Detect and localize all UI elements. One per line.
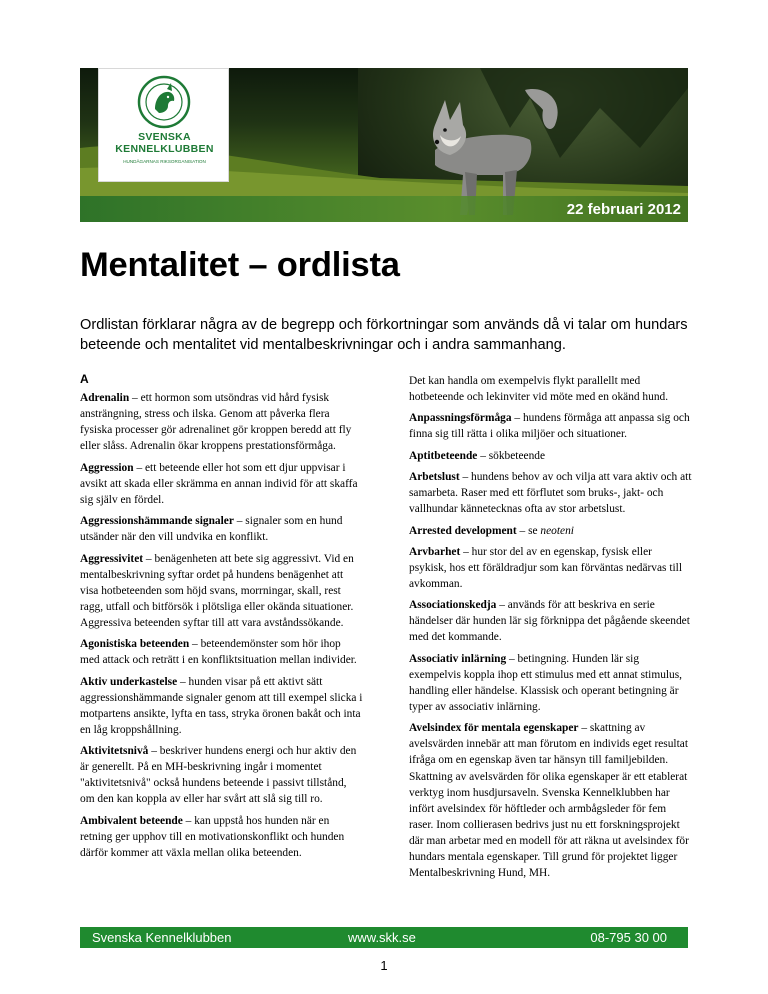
glossary-term: Arbetslust (409, 471, 460, 484)
glossary-entry (80, 513, 363, 545)
footer-website[interactable]: www.skk.se (348, 930, 416, 945)
glossary-definition: – se (516, 524, 541, 537)
glossary-term: Aktiv underkastelse (80, 675, 178, 688)
glossary-term: Aggression (80, 461, 134, 474)
glossary-definition: – hunden visar på ett aktivt sätt aggressionshämmande signaler genom att till exempel slicka i motpartens ansikte, lyfta en tass, stryka öronen bakåt och inta en låg kroppshållning. (80, 675, 363, 736)
header-url[interactable]: www.skk.se (5, 203, 73, 218)
glossary-term: Aktivitetsnivå (80, 745, 149, 758)
glossary-entry (409, 597, 692, 645)
footer-organization: Svenska Kennelklubben (92, 930, 232, 945)
glossary-term: Arrested development (409, 524, 517, 537)
right-column (409, 373, 692, 886)
glossary-term: Agonistiska beteenden (80, 638, 190, 651)
header-banner (80, 68, 688, 222)
glossary-term: Adrenalin (80, 392, 130, 405)
glossary-definition: – hundens behov av och vilja att vara aktiv och att samarbeta. Raser med ett förflutet som bruks-, jakt- och vallhundar kännetecknas ofta av stor arbetslust. (409, 471, 692, 516)
glossary-definition: – sökbeteende (477, 449, 546, 462)
glossary-definition: – ett hormon som utsöndras vid hård fysisk ansträngning, stress och ilska. Genom att påverka flera fysiska processer gör adrenalinet gör kroppen beredd att fly eller slåss. Adrenalin ökar kroppens prestationsförmåga. (80, 392, 352, 453)
left-column (80, 371, 363, 866)
glossary-term: Ambivalent beteende (80, 814, 183, 827)
glossary-definition: – hur stor del av en egenskap, fysisk eller psykisk, hos ett föräldradjur som kan förväntas nedärvas till avkomman. (409, 545, 682, 590)
glossary-entry (409, 523, 692, 539)
glossary-definition: – signaler som en hund utsänder när den vill undvika en konflikt. (80, 515, 343, 544)
header-date: 22 februari 2012 (566, 201, 681, 218)
glossary-definition: – används för att beskriva en serie händelser där hunden lär sig förknippa det pågående skeendet med det kommande. (409, 599, 690, 644)
glossary-entry (409, 544, 692, 592)
glossary-term: Aptitbeteende (409, 449, 478, 462)
club-logo[interactable] (98, 68, 229, 182)
glossary-entry (80, 743, 363, 807)
logo-name-line1: SVENSKA (138, 131, 191, 143)
glossary-entry (80, 390, 363, 454)
glossary-definition: – ett beteende eller hot som ett djur uppvisar i avsikt att skada eller skrämma en annan individ för att skaffa sig själv en fördel. (80, 461, 358, 506)
glossary-term: Associativ inlärning (409, 652, 507, 665)
glossary-definition: – beskriver hundens energi och hur aktiv den är generellt. På en MH-beskrivning ingår i momentet "aktivitetsnivå" också hundens beteende i passivt tillstånd, om den kan koppla av eller har svårt att slå sig till ro. (80, 745, 357, 806)
glossary-entry (409, 651, 692, 715)
glossary-definition: – kan uppstå hos hunden när en retning ger upphov till en motivationskonflikt och hunden därför kommer att växla mellan olika beteenden. (80, 814, 345, 859)
glossary-term: Arvbarhet (409, 545, 461, 558)
page-title: Mentalitet – ordlista (80, 246, 400, 284)
lead-paragraph: Ordlistan förklarar några av de begrepp och förkortningar som används då vi talar om hundars beteende och mentalitet vid mentalbeskrivningar och i andra sammanhang. (80, 317, 688, 353)
section-letter: A (80, 372, 89, 386)
glossary-term: Aggressionshämmande signaler (80, 515, 234, 528)
continued-paragraph: Det kan handla om exempelvis flykt parallellt med hotbeteende och lekinviter vid möte med en okänd hund. (409, 375, 669, 404)
glossary-entry (409, 720, 692, 881)
glossary-term: Associationskedja (409, 599, 497, 612)
glossary-entry (80, 636, 363, 668)
glossary-definition: – skattning av avelsvärden innebär att man förutom en individs eget resultat ifråga om en egenskap även tar hänsyn till familjebilden. Skattning av avelsvärden för olika egenskaper är ett etablerat verktyg inom husdjursaveln. Svenska Kennelklubben har infört avelsindex för höftleder och armbågsleder för fem raser. Inom collierasen bedrivs just nu ett forskningsprojekt där man arbetar med en modell för att räkna ut avelsindex för hundars mentala egenskaper. Till grund för projektet ligger Mentalbeskrivning Hund, MH. (409, 722, 689, 880)
glossary-entry (80, 813, 363, 861)
glossary-entry (80, 551, 363, 631)
glossary-definition: – hundens förmåga att anpassa sig och finna sig till rätta i olika miljöer och situationer. (409, 412, 690, 441)
glossary-term: Anpassningsförmåga (409, 412, 512, 425)
glossary-term: Avelsindex för mentala egenskaper (409, 722, 579, 735)
glossary-entry (80, 674, 363, 738)
footer-bar (80, 927, 688, 948)
glossary-entry (409, 410, 692, 442)
glossary-entry (80, 460, 363, 508)
page-number: 1 (380, 958, 388, 973)
glossary-term: Aggressivitet (80, 552, 144, 565)
glossary-definition: – beteendemönster som hör ihop med attack och reträtt i en konfliktsituation mellan individer. (80, 638, 357, 667)
kennel-club-seal-icon (137, 75, 191, 129)
logo-subtitle: HUNDÄGARNAS RIKSORGANISATION (123, 159, 206, 164)
glossary-definition: – betingning. Hunden lär sig exempelvis koppla ihop ett stimulus med ett annat stimulus, handling eller händelse. Klassisk och operant betingning är typer av associativ inlärning. (409, 652, 683, 713)
logo-name-line2: KENNELKLUBBEN (115, 143, 214, 155)
glossary-entry (409, 469, 692, 517)
footer-phone: 08-795 30 00 (590, 930, 667, 945)
cross-reference: neoteni (540, 524, 574, 537)
glossary-definition: – benägenheten att bete sig aggressivt. Vid en mentalbeskrivning syftar ordet på hundens benägenhet att visa hotbeteenden som höjd svans, morrningar, skall, rest ragg, utfall och bitförsök i plötsliga eller okända situationer. Aggressiva beteenden syftar till att vara avståndssökande. (80, 552, 354, 629)
glossary-entry (409, 448, 692, 464)
